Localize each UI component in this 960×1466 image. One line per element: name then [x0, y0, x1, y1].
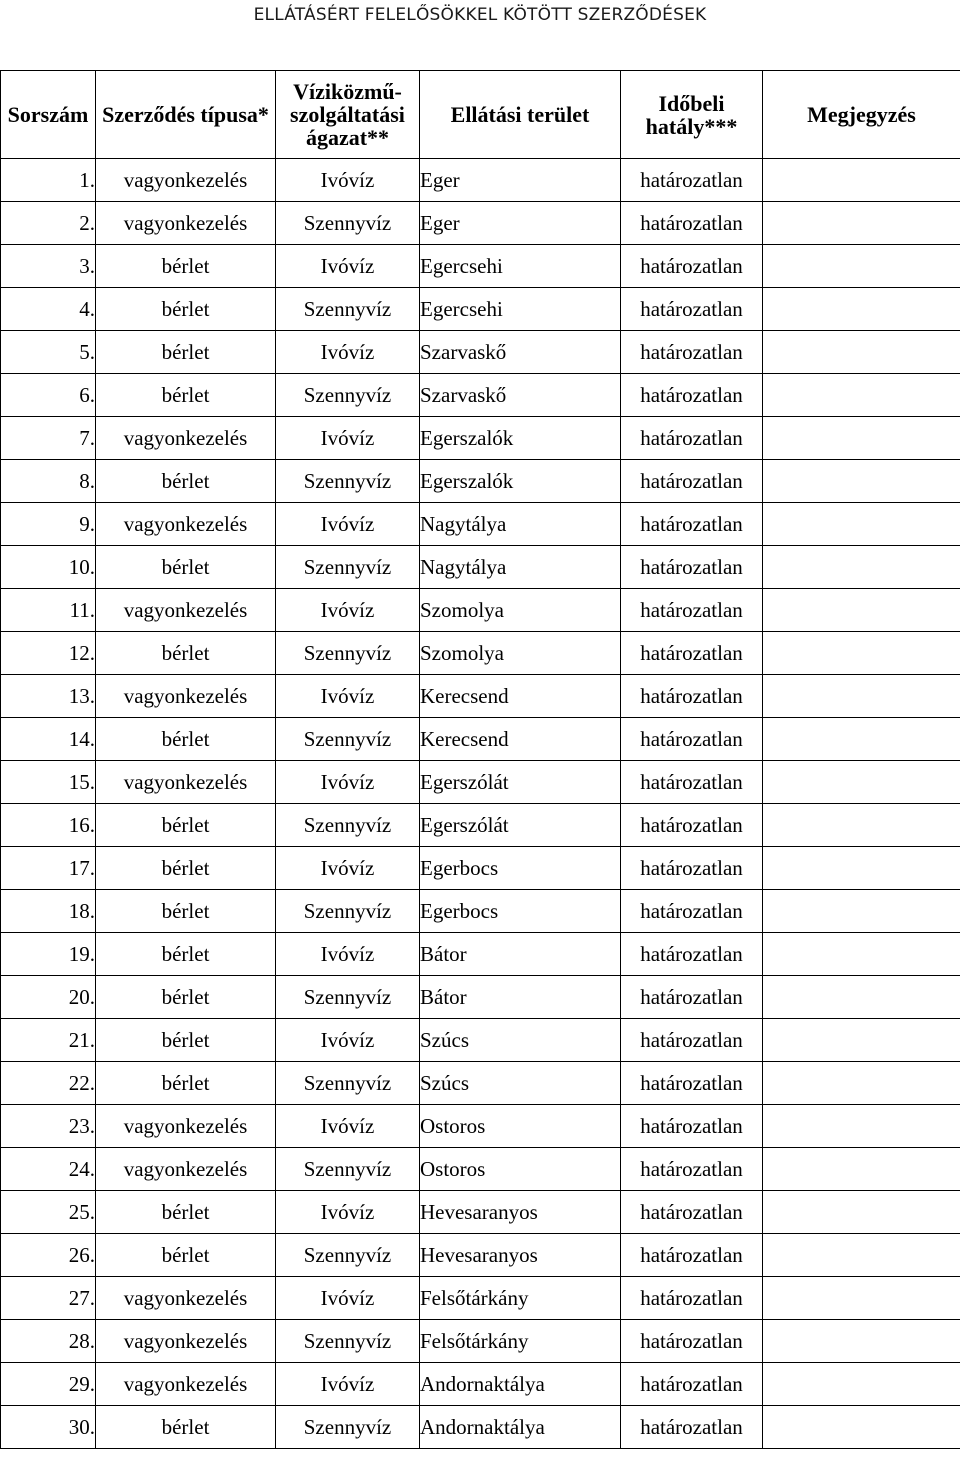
contract-type-cell: vagyonkezelés — [96, 202, 276, 245]
table-row — [1, 1406, 960, 1449]
time-effect-cell: határozatlan — [621, 976, 763, 1019]
sector-cell: Ivóvíz — [276, 331, 420, 374]
time-effect-cell: határozatlan — [621, 1148, 763, 1191]
table-row — [1, 159, 960, 202]
note-cell — [763, 1406, 960, 1449]
sector-cell: Ivóvíz — [276, 1019, 420, 1062]
service-area-cell: Kerecsend — [420, 718, 621, 761]
service-area-cell: Ostoros — [420, 1105, 621, 1148]
row-number-cell: 25. — [1, 1191, 96, 1234]
row-number-cell: 18. — [1, 890, 96, 933]
note-cell — [763, 1320, 960, 1363]
contract-type-cell: bérlet — [96, 288, 276, 331]
row-number-cell: 19. — [1, 933, 96, 976]
table-row — [1, 718, 960, 761]
service-area-cell: Szarvaskő — [420, 374, 621, 417]
contract-type-cell: bérlet — [96, 1191, 276, 1234]
sector-cell: Ivóvíz — [276, 245, 420, 288]
table-row — [1, 675, 960, 718]
row-number-cell: 10. — [1, 546, 96, 589]
service-area-cell: Egerbocs — [420, 847, 621, 890]
sector-cell: Szennyvíz — [276, 718, 420, 761]
table-row — [1, 202, 960, 245]
sector-cell: Szennyvíz — [276, 288, 420, 331]
table-row — [1, 976, 960, 1019]
service-area-cell: Hevesaranyos — [420, 1234, 621, 1277]
contract-type-cell: bérlet — [96, 460, 276, 503]
table-row — [1, 374, 960, 417]
time-effect-cell: határozatlan — [621, 159, 763, 202]
row-number-cell: 26. — [1, 1234, 96, 1277]
row-number-cell: 3. — [1, 245, 96, 288]
service-area-cell: Andornaktálya — [420, 1363, 621, 1406]
service-area-cell: Egerszalók — [420, 460, 621, 503]
note-cell — [763, 159, 960, 202]
row-number-cell: 24. — [1, 1148, 96, 1191]
note-cell — [763, 1105, 960, 1148]
time-effect-cell: határozatlan — [621, 1406, 763, 1449]
time-effect-cell: határozatlan — [621, 890, 763, 933]
time-effect-cell: határozatlan — [621, 718, 763, 761]
contract-type-cell: vagyonkezelés — [96, 761, 276, 804]
note-cell — [763, 1277, 960, 1320]
table-row — [1, 804, 960, 847]
contract-type-cell: vagyonkezelés — [96, 1363, 276, 1406]
note-cell — [763, 890, 960, 933]
row-number-cell: 14. — [1, 718, 96, 761]
time-effect-cell: határozatlan — [621, 374, 763, 417]
time-effect-cell: határozatlan — [621, 460, 763, 503]
contract-type-cell: vagyonkezelés — [96, 675, 276, 718]
time-effect-cell: határozatlan — [621, 1234, 763, 1277]
note-cell — [763, 976, 960, 1019]
service-area-cell: Szúcs — [420, 1062, 621, 1105]
sector-cell: Szennyvíz — [276, 1320, 420, 1363]
row-number-cell: 7. — [1, 417, 96, 460]
row-number-cell: 6. — [1, 374, 96, 417]
column-header-ellatasi-terulet: Ellátási terület — [420, 71, 621, 159]
table-row — [1, 589, 960, 632]
contract-type-cell: vagyonkezelés — [96, 589, 276, 632]
note-cell — [763, 1191, 960, 1234]
time-effect-cell: határozatlan — [621, 804, 763, 847]
sector-cell: Ivóvíz — [276, 1277, 420, 1320]
table-header-row — [1, 71, 960, 159]
sector-cell: Ivóvíz — [276, 847, 420, 890]
time-effect-cell: határozatlan — [621, 1277, 763, 1320]
service-area-cell: Egercsehi — [420, 288, 621, 331]
service-area-cell: Felsőtárkány — [420, 1320, 621, 1363]
time-effect-cell: határozatlan — [621, 761, 763, 804]
note-cell — [763, 245, 960, 288]
contract-type-cell: bérlet — [96, 374, 276, 417]
row-number-cell: 5. — [1, 331, 96, 374]
time-effect-cell: határozatlan — [621, 1019, 763, 1062]
sector-cell: Szennyvíz — [276, 1406, 420, 1449]
contract-type-cell: vagyonkezelés — [96, 159, 276, 202]
row-number-cell: 29. — [1, 1363, 96, 1406]
row-number-cell: 4. — [1, 288, 96, 331]
sector-cell: Ivóvíz — [276, 159, 420, 202]
service-area-cell: Egerszólát — [420, 761, 621, 804]
row-number-cell: 28. — [1, 1320, 96, 1363]
column-header-megjegyzes: Megjegyzés — [763, 71, 960, 159]
time-effect-cell: határozatlan — [621, 503, 763, 546]
service-area-cell: Eger — [420, 159, 621, 202]
service-area-cell: Kerecsend — [420, 675, 621, 718]
row-number-cell: 17. — [1, 847, 96, 890]
note-cell — [763, 288, 960, 331]
note-cell — [763, 417, 960, 460]
column-header-sorszam: Sorszám — [1, 71, 96, 159]
time-effect-cell: határozatlan — [621, 1320, 763, 1363]
table-row — [1, 1019, 960, 1062]
time-effect-cell: határozatlan — [621, 331, 763, 374]
service-area-cell: Egerszalók — [420, 417, 621, 460]
contract-type-cell: bérlet — [96, 1019, 276, 1062]
row-number-cell: 22. — [1, 1062, 96, 1105]
note-cell — [763, 1363, 960, 1406]
note-cell — [763, 1019, 960, 1062]
service-area-cell: Szúcs — [420, 1019, 621, 1062]
note-cell — [763, 847, 960, 890]
time-effect-cell: határozatlan — [621, 1363, 763, 1406]
sector-cell: Szennyvíz — [276, 1148, 420, 1191]
time-effect-cell: határozatlan — [621, 675, 763, 718]
sector-cell: Ivóvíz — [276, 761, 420, 804]
table-row — [1, 546, 960, 589]
table-row — [1, 890, 960, 933]
sector-cell: Szennyvíz — [276, 890, 420, 933]
row-number-cell: 30. — [1, 1406, 96, 1449]
table-row — [1, 933, 960, 976]
row-number-cell: 27. — [1, 1277, 96, 1320]
sector-cell: Szennyvíz — [276, 202, 420, 245]
sector-cell: Szennyvíz — [276, 1062, 420, 1105]
contract-type-cell: vagyonkezelés — [96, 417, 276, 460]
contract-type-cell: bérlet — [96, 718, 276, 761]
note-cell — [763, 546, 960, 589]
row-number-cell: 16. — [1, 804, 96, 847]
time-effect-cell: határozatlan — [621, 847, 763, 890]
sector-cell: Szennyvíz — [276, 460, 420, 503]
page-title: ELLÁTÁSÉRT FELELŐSÖKKEL KÖTÖTT SZERZŐDÉSEK — [253, 5, 707, 25]
note-cell — [763, 331, 960, 374]
row-number-cell: 15. — [1, 761, 96, 804]
table-row — [1, 847, 960, 890]
table-row — [1, 1320, 960, 1363]
time-effect-cell: határozatlan — [621, 202, 763, 245]
contract-type-cell: bérlet — [96, 1234, 276, 1277]
table-row — [1, 1234, 960, 1277]
sector-cell: Szennyvíz — [276, 1234, 420, 1277]
table-row — [1, 1191, 960, 1234]
note-cell — [763, 1234, 960, 1277]
row-number-cell: 8. — [1, 460, 96, 503]
service-area-cell: Eger — [420, 202, 621, 245]
time-effect-cell: határozatlan — [621, 1191, 763, 1234]
note-cell — [763, 675, 960, 718]
table-row — [1, 245, 960, 288]
table-row — [1, 503, 960, 546]
note-cell — [763, 804, 960, 847]
sector-cell: Ivóvíz — [276, 1191, 420, 1234]
sector-cell: Ivóvíz — [276, 417, 420, 460]
sector-cell: Szennyvíz — [276, 546, 420, 589]
note-cell — [763, 933, 960, 976]
service-area-cell: Hevesaranyos — [420, 1191, 621, 1234]
time-effect-cell: határozatlan — [621, 632, 763, 675]
service-area-cell: Nagytálya — [420, 546, 621, 589]
service-area-cell: Andornaktálya — [420, 1406, 621, 1449]
contract-type-cell: vagyonkezelés — [96, 1148, 276, 1191]
contract-type-cell: bérlet — [96, 847, 276, 890]
row-number-cell: 20. — [1, 976, 96, 1019]
time-effect-cell: határozatlan — [621, 417, 763, 460]
service-area-cell: Egerszólát — [420, 804, 621, 847]
table-row — [1, 331, 960, 374]
time-effect-cell: határozatlan — [621, 933, 763, 976]
contract-type-cell: bérlet — [96, 804, 276, 847]
table-body — [1, 159, 960, 1449]
table-row — [1, 288, 960, 331]
note-cell — [763, 1062, 960, 1105]
table-row — [1, 761, 960, 804]
time-effect-cell: határozatlan — [621, 1062, 763, 1105]
table-row — [1, 417, 960, 460]
column-header-agazat: Víziközmű-szolgáltatási ágazat** — [276, 71, 420, 159]
time-effect-cell: határozatlan — [621, 1105, 763, 1148]
sector-cell: Szennyvíz — [276, 804, 420, 847]
service-area-cell: Bátor — [420, 933, 621, 976]
note-cell — [763, 632, 960, 675]
contract-type-cell: vagyonkezelés — [96, 1277, 276, 1320]
sector-cell: Szennyvíz — [276, 976, 420, 1019]
note-cell — [763, 1148, 960, 1191]
contract-type-cell: bérlet — [96, 331, 276, 374]
row-number-cell: 11. — [1, 589, 96, 632]
contract-type-cell: vagyonkezelés — [96, 1320, 276, 1363]
contract-type-cell: vagyonkezelés — [96, 503, 276, 546]
time-effect-cell: határozatlan — [621, 589, 763, 632]
table-row — [1, 1105, 960, 1148]
table-row — [1, 460, 960, 503]
row-number-cell: 9. — [1, 503, 96, 546]
contract-type-cell: bérlet — [96, 1406, 276, 1449]
contract-type-cell: bérlet — [96, 933, 276, 976]
row-number-cell: 1. — [1, 159, 96, 202]
service-area-cell: Ostoros — [420, 1148, 621, 1191]
contract-type-cell: bérlet — [96, 976, 276, 1019]
service-area-cell: Egercsehi — [420, 245, 621, 288]
service-area-cell: Szomolya — [420, 589, 621, 632]
table-row — [1, 1148, 960, 1191]
service-area-cell: Szarvaskő — [420, 331, 621, 374]
contract-type-cell: bérlet — [96, 546, 276, 589]
note-cell — [763, 503, 960, 546]
time-effect-cell: határozatlan — [621, 546, 763, 589]
sector-cell: Ivóvíz — [276, 589, 420, 632]
contracts-table — [0, 70, 960, 1449]
contract-type-cell: vagyonkezelés — [96, 1105, 276, 1148]
note-cell — [763, 718, 960, 761]
sector-cell: Ivóvíz — [276, 675, 420, 718]
row-number-cell: 13. — [1, 675, 96, 718]
table-row — [1, 1363, 960, 1406]
service-area-cell: Bátor — [420, 976, 621, 1019]
service-area-cell: Szomolya — [420, 632, 621, 675]
sector-cell: Ivóvíz — [276, 503, 420, 546]
service-area-cell: Egerbocs — [420, 890, 621, 933]
table-row — [1, 1062, 960, 1105]
time-effect-cell: határozatlan — [621, 288, 763, 331]
note-cell — [763, 202, 960, 245]
note-cell — [763, 374, 960, 417]
service-area-cell: Nagytálya — [420, 503, 621, 546]
contract-type-cell: bérlet — [96, 1062, 276, 1105]
service-area-cell: Felsőtárkány — [420, 1277, 621, 1320]
column-header-idobeli-hatály: Időbeli hatály*** — [621, 71, 763, 159]
table-row — [1, 1277, 960, 1320]
contract-type-cell: bérlet — [96, 245, 276, 288]
row-number-cell: 21. — [1, 1019, 96, 1062]
sector-cell: Ivóvíz — [276, 1363, 420, 1406]
sector-cell: Szennyvíz — [276, 632, 420, 675]
sector-cell: Szennyvíz — [276, 374, 420, 417]
table-row — [1, 632, 960, 675]
row-number-cell: 23. — [1, 1105, 96, 1148]
contract-type-cell: bérlet — [96, 632, 276, 675]
row-number-cell: 12. — [1, 632, 96, 675]
column-header-szerzodes-tipusa: Szerződés típusa* — [96, 71, 276, 159]
note-cell — [763, 761, 960, 804]
sector-cell: Ivóvíz — [276, 933, 420, 976]
row-number-cell: 2. — [1, 202, 96, 245]
note-cell — [763, 589, 960, 632]
time-effect-cell: határozatlan — [621, 245, 763, 288]
sector-cell: Ivóvíz — [276, 1105, 420, 1148]
contract-type-cell: bérlet — [96, 890, 276, 933]
note-cell — [763, 460, 960, 503]
